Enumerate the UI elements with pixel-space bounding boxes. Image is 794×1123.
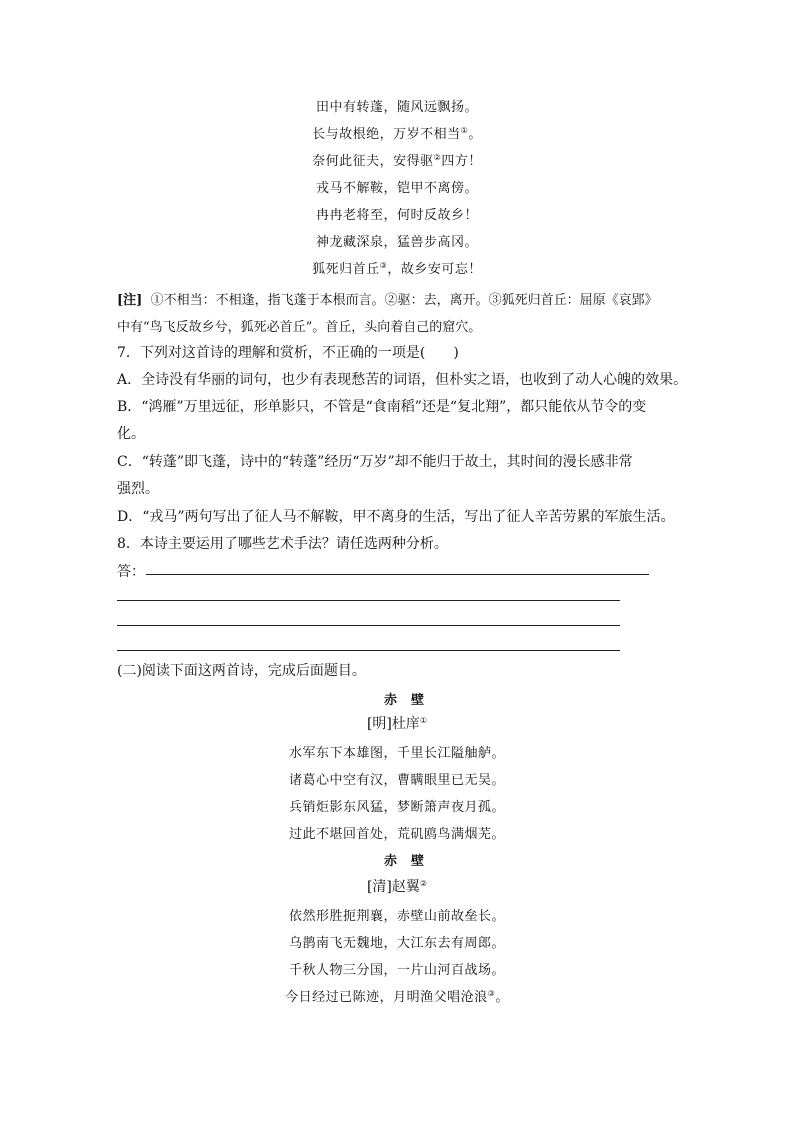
poem2-line-1: 水军东下本雄图，千里长江隘舳舻。: [288, 746, 505, 761]
answer-line-2[interactable]: [117, 600, 620, 601]
section-2-heading: (二)阅读下面这两首诗，完成后面题目。: [117, 663, 366, 679]
question-7-option-c-cont: 强烈。: [117, 481, 159, 497]
poem3-line-3: 千秋人物三分国，一片山河百战场。: [288, 963, 505, 978]
poem3-line-2: 乌鹊南飞无魏地，大江东去有周郎。: [288, 936, 505, 951]
poem2-line-4: 过此不堪回首处，荒矶鸥鸟满烟芜。: [288, 827, 505, 842]
question-8-stem: 8．本诗主要运用了哪些艺术手法？请任选两种分析。: [117, 536, 448, 552]
question-7-option-a: A．全诗没有华丽的词句，也少有表现愁苦的词语，但朴实之语，也收到了动人心魄的效果。: [117, 372, 688, 388]
poem3-line-1: 依然形胜扼荆襄，赤壁山前故垒长。: [288, 909, 505, 924]
poem2-author: [明]杜庠①: [366, 716, 428, 732]
poem2-title: 赤壁: [383, 693, 438, 708]
poem2-line-3: 兵销炬影东风猛，梦断箫声夜月孤。: [288, 800, 505, 815]
question-7-option-d: D．“戎马”两句写出了征人马不解鞍，甲不离身的生活，写出了征人辛苦劳累的军旅生活。: [117, 509, 675, 525]
poem2-line-2: 诸葛心中空有汉，曹瞒眼里已无吴。: [288, 773, 505, 788]
question-7-stem: 7．下列对这首诗的理解和赏析，不正确的一项是( ): [117, 345, 459, 361]
poem1-line-4: 戎马不解鞍，铠甲不离傍。: [315, 181, 478, 196]
poem3-line-4: 今日经过已陈迹，月明渔父唱沧浪③。: [285, 989, 509, 1005]
note-line-2: 中有“鸟飞反故乡兮，狐死必首丘”。首丘，头向着自己的窟穴。: [117, 320, 482, 335]
note-line-1: [注] ①不相当：不相逢，指飞蓬于本根而言。②驱：去，离开。③狐死归首丘：屈原《哀郢》: [117, 293, 658, 308]
question-7-option-b-cont: 化。: [117, 426, 145, 442]
poem1-line-2: 长与故根绝，万岁不相当①。: [312, 126, 482, 142]
poem1-line-1: 田中有转蓬，随风远飘扬。: [315, 100, 478, 115]
question-7-option-b: B．“鸿雁”万里远征，形单影只，不管是“食南稻”还是“复北翔”，都只能依从节令的变: [117, 399, 647, 415]
answer-line-3[interactable]: [117, 625, 620, 626]
poem1-line-7: 狐死归首丘③，故乡安可忘！: [312, 261, 482, 277]
poem1-line-5: 冉冉老将至，何时反故乡！: [315, 208, 478, 223]
answer-line-4[interactable]: [117, 650, 620, 651]
answer-line-1[interactable]: [146, 574, 649, 575]
poem3-title: 赤壁: [383, 854, 438, 869]
poem3-author: [清]赵翼②: [366, 879, 428, 895]
answer-label: 答：: [117, 564, 145, 580]
poem1-line-3: 奈何此征夫，安得驱②四方！: [312, 153, 482, 169]
question-7-option-c: C．“转蓬”即飞蓬，诗中的“转蓬”经历“万岁”却不能归于故土，其时间的漫长感非常: [117, 454, 633, 470]
poem1-line-6: 神龙藏深泉，猛兽步高冈。: [315, 235, 478, 250]
